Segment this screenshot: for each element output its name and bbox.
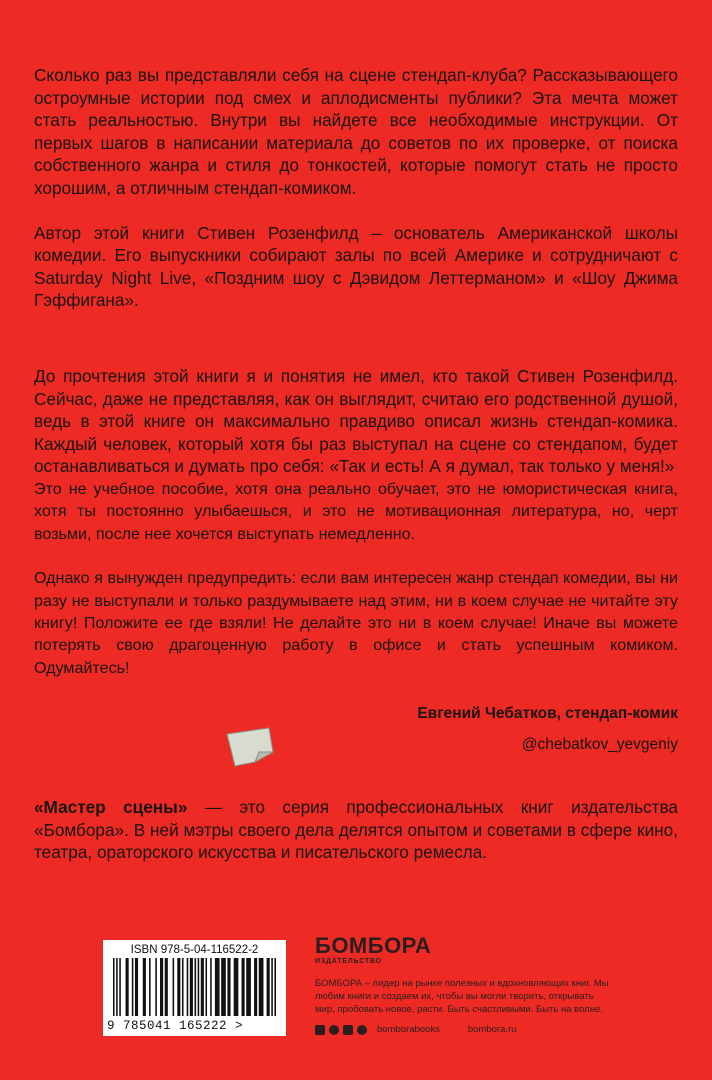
barcode-bar bbox=[205, 958, 207, 1016]
barcode-bar bbox=[165, 958, 168, 1016]
isbn-label: ISBN 978-5-04-116522-2 bbox=[130, 944, 259, 956]
youtube-icon bbox=[343, 1025, 353, 1035]
barcode-bar bbox=[259, 958, 264, 1016]
about-block bbox=[34, 64, 678, 312]
telegram-icon bbox=[329, 1025, 339, 1035]
barcode-bar bbox=[234, 958, 239, 1016]
barcode-bar bbox=[190, 958, 193, 1016]
review-paragraph-1: До прочтения этой книги я и понятия не имел, кто такой Стивен Розенфилд. Сейчас, даже не представляя, как он выглядит, считаю его родственной душой, ведь в этой книге он максимально правдиво описал жизнь стендап-комика. Каждый человек, который хотя бы раз выступал на сцене со стендапом, будет останавливаться и думать про себя: «Так и есть! А я думал, так только у меня!» bbox=[34, 366, 678, 477]
barcode-bar bbox=[143, 958, 146, 1016]
series-name: «Мастер сцены» bbox=[34, 797, 188, 817]
barcode-bar bbox=[254, 958, 257, 1016]
publisher-block bbox=[315, 935, 615, 1035]
about-paragraph-2: Автор этой книги Стивен Розенфилд – основатель Американской школы комедии. Его выпускники собирают залы по всей Америке и сотрудничают с Saturday Night Live, «Поздним шоу с Дэвидом Леттерманом» и «Шоу Джима Гэффигана». bbox=[34, 222, 678, 311]
barcode-bar bbox=[215, 958, 220, 1016]
barcode-box bbox=[103, 940, 286, 1036]
barcode-bar bbox=[160, 958, 163, 1016]
barcode-bar bbox=[242, 958, 245, 1016]
barcode-bar bbox=[267, 958, 270, 1016]
series-text: — это серия профессиональных книг издательства «Бомбора». В ней мэтры своего дела делятся опытом и советами в сфере кино, театра, ораторского искусства и писательского ремесла. bbox=[34, 797, 678, 863]
publisher-website: bombora.ru bbox=[467, 1024, 517, 1036]
review-author-handle: @chebatkov_yevgeniy bbox=[521, 736, 678, 753]
barcode-image bbox=[113, 958, 276, 1018]
barcode-bar bbox=[173, 958, 175, 1016]
barcode-bar bbox=[132, 958, 134, 1016]
publisher-social-handle: bomborabooks bbox=[377, 1024, 440, 1036]
barcode-bar bbox=[221, 958, 226, 1016]
barcode-bar bbox=[113, 958, 115, 1016]
sticky-note-icon bbox=[225, 726, 277, 775]
barcode-bar bbox=[210, 958, 212, 1016]
barcode-bar bbox=[271, 958, 273, 1016]
barcode-bar bbox=[187, 958, 189, 1016]
review-paragraph-2: Это не учебное пособие, хотя она реально обучает, это не юмористическая книга, хотя ты постоянно улыбаешься, и это не мотивационная литература, но, черт возьми, после нее хочется выступать немедленно. bbox=[34, 479, 678, 543]
barcode-bar bbox=[126, 958, 129, 1016]
barcode-bar bbox=[227, 958, 230, 1016]
vk-icon bbox=[315, 1025, 325, 1035]
publisher-description: БОМБОРА – лидер на рынке полезных и вдохновляющих книг. Мы любим книги и создаем их, чтобы вы могли творить, открывать мир, пробовать новое, расти. Быть счастливыми. Быть на волне. bbox=[315, 978, 609, 1015]
barcode-bar bbox=[201, 958, 204, 1016]
barcode-bar bbox=[119, 958, 121, 1016]
barcode-digits: 9 785041 165222 > bbox=[107, 1019, 244, 1033]
publisher-subtitle: ИЗДАТЕЛЬСТВО bbox=[315, 958, 382, 965]
review-author: Евгений Чебатков, стендап-комик bbox=[417, 705, 678, 722]
series-description bbox=[34, 796, 678, 864]
barcode-bar bbox=[177, 958, 180, 1016]
barcode-bar bbox=[195, 958, 197, 1016]
series-block bbox=[34, 796, 678, 864]
barcode-bar bbox=[135, 958, 138, 1016]
barcode-bar bbox=[246, 958, 251, 1016]
publisher-logo: БОМБОРА bbox=[315, 933, 432, 958]
publisher-links bbox=[315, 1024, 615, 1035]
barcode-bar bbox=[198, 958, 200, 1016]
barcode-bar bbox=[149, 958, 151, 1016]
review-block bbox=[34, 365, 678, 679]
barcode-bar bbox=[274, 958, 276, 1016]
review-paragraph-3: Однако я вынужден предупредить: если вам интересен жанр стендап комедии, вы ни разу не выступали и только раздумываете над этим, ни в коем случае не читайте эту книгу! Положите ее где взяли! Не делайте это ни в коем случае! Иначе вы можете потерять свою драгоценную работу в офисе и стать успешным комиком. Одумайтесь! bbox=[34, 569, 678, 677]
about-paragraph-1: Сколько раз вы представляли себя на сцене стендап-клуба? Рассказывающего остроумные истории под смех и аплодисменты публики? Эта мечта может стать реальностью. Внутри вы найдете все необходимые инструкции. От первых шагов в написании материала до советов по их проверке, от поиска собственного жанра и стиля до тонкостей, которые помогут стать не просто хорошим, а отличным стендап-комиком. bbox=[34, 65, 678, 198]
barcode-bar bbox=[155, 958, 157, 1016]
barcode-bar bbox=[182, 958, 184, 1016]
barcode-bar bbox=[116, 958, 118, 1016]
instagram-icon bbox=[357, 1025, 367, 1035]
